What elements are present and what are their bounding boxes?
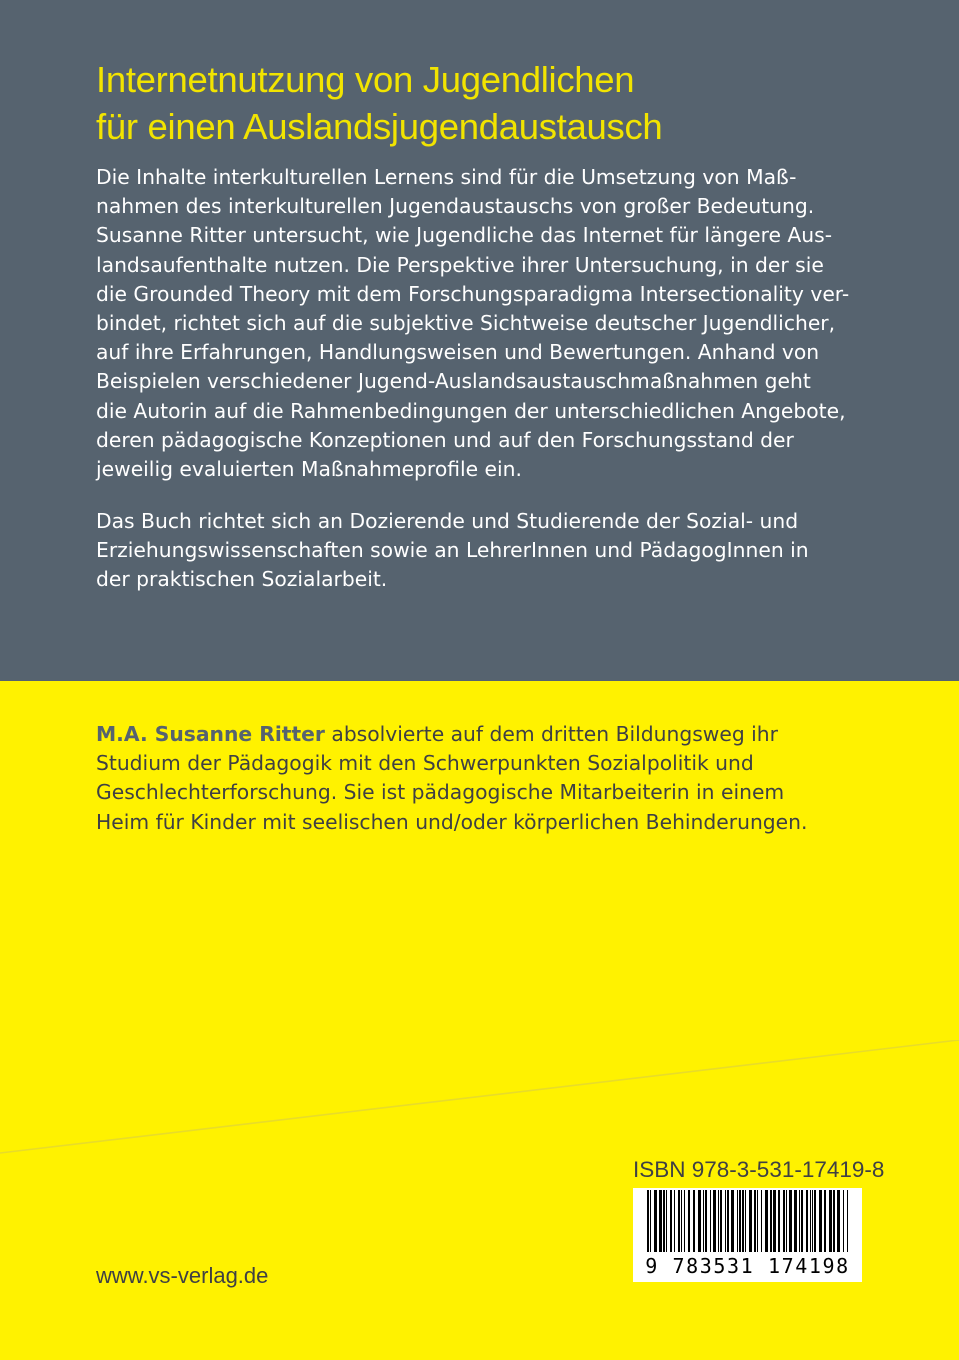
barcode-bar [703,1190,704,1254]
audience-paragraph [96,507,809,595]
book-title [96,56,896,150]
barcode-bar [810,1190,811,1254]
barcode-bar [749,1190,752,1254]
barcode [633,1188,862,1282]
barcode-bar [819,1190,822,1254]
barcode-bar [757,1190,758,1254]
title-line: Internetnutzung von Jugendlichen [96,59,635,100]
text-line [96,720,807,749]
text-line: Die Inhalte interkulturellen Lernens sind für die Umsetzung von Maß- [96,165,797,189]
barcode-bar [670,1190,672,1254]
barcode-bars [633,1188,862,1258]
barcode-bar [799,1190,800,1254]
barcode-bar [794,1190,797,1254]
barcode-bar [693,1190,695,1254]
barcode-bar [742,1190,744,1254]
title-line: für einen Auslandsjugendaustausch [96,106,663,147]
barcode-bar [688,1190,690,1254]
barcode-bar [681,1190,682,1254]
barcode-bar [773,1190,776,1254]
barcode-bar [663,1190,665,1254]
barcode-bar [847,1190,848,1254]
isbn-text: ISBN 978-3-531-17419-8 [633,1157,885,1182]
barcode-bar [786,1190,787,1254]
text-line: Studium der Pädagogik mit den Schwerpunkten Sozialpolitik und [96,751,754,776]
barcode-bar [765,1190,768,1254]
barcode-bar [801,1190,803,1254]
barcode-bar [806,1190,808,1254]
barcode-digits: 9 783531 174198 [633,1252,862,1280]
barcode-bar [829,1190,832,1254]
barcode-bar [833,1190,835,1254]
barcode-bar [837,1190,840,1254]
text-line: nahmen des interkulturellen Jugendaustauschs von großer Bedeutung. [96,194,815,219]
barcode-bar [705,1190,707,1254]
barcode-bar [710,1190,711,1254]
author-name: M.A. Susanne Ritter [96,722,325,746]
barcode-bar [718,1190,719,1254]
barcode-bar [684,1190,685,1254]
barcode-bar [754,1190,756,1254]
text-line: die Grounded Theory mit dem Forschungsparadigma Intersectionality ver- [96,281,850,306]
text-line: deren pädagogische Konzeptionen und auf den Forschungsstand der [96,427,794,452]
barcode-bar [814,1190,816,1254]
text-line: Beispielen verschiedener Jugend-Auslandsaustauschmaßnahmen geht [96,369,811,394]
barcode-bar [678,1190,680,1254]
barcode-bar [647,1190,649,1254]
barcode-bar [789,1190,792,1254]
text-line: Erziehungswissenschaften sowie an LehrerInnen und PädagogInnen in [96,538,809,563]
text-line: auf ihre Erfahrungen, Handlungsweisen und Bewertungen. Anhand von [96,340,820,365]
barcode-bar [725,1190,726,1254]
author-bio [96,720,807,837]
barcode-bar [824,1190,826,1254]
barcode-bar [698,1190,701,1254]
barcode-bar [666,1190,667,1254]
text-line: Susanne Ritter untersucht, wie Jugendliche das Internet für längere Aus- [96,223,833,248]
publisher-website: www.vs-verlag.de [96,1263,269,1288]
text-line: Heim für Kinder mit seelischen und/oder körperlichen Behinderungen. [96,809,808,834]
barcode-bar [654,1190,657,1254]
text-line: Geschlechterforschung. Sie ist pädagogische Mitarbeiterin in einem [96,780,785,805]
barcode-bar [761,1190,762,1254]
barcode-bar [737,1190,738,1254]
barcode-bar [674,1190,675,1254]
barcode-bar [843,1190,844,1254]
barcode-bar [783,1190,785,1254]
text-line: bindet, richtet sich auf die subjektive Sichtweise deutscher Jugendlicher, [96,311,836,336]
barcode-bar [739,1190,741,1254]
barcode-bar [659,1190,662,1254]
text-line: Das Buch richtet sich an Dozierende und Studierende der Sozial- und [96,509,799,533]
author-bio-first-line: absolvierte auf dem dritten Bildungsweg ihr [324,722,778,746]
barcode-bar [812,1190,813,1254]
barcode-bar [770,1190,772,1254]
barcode-bar [745,1190,746,1254]
text-line: der praktischen Sozialarbeit. [96,567,388,592]
barcode-bar [778,1190,780,1254]
barcode-bar [713,1190,716,1254]
barcode-bar [731,1190,734,1254]
barcode-bar [720,1190,722,1254]
barcode-bar [650,1190,651,1254]
barcode-bar [727,1190,729,1254]
decorative-diagonal-line [0,1040,959,1160]
text-line: jeweilig evaluierten Maßnahmeprofile ein. [96,457,522,482]
text-line: landsaufenthalte nutzen. Die Perspektive ihrer Untersuchung, in der sie [96,252,824,277]
text-line: die Autorin auf die Rahmenbedingungen der unterschiedlichen Angebote, [96,398,846,423]
description-paragraph [96,163,849,484]
